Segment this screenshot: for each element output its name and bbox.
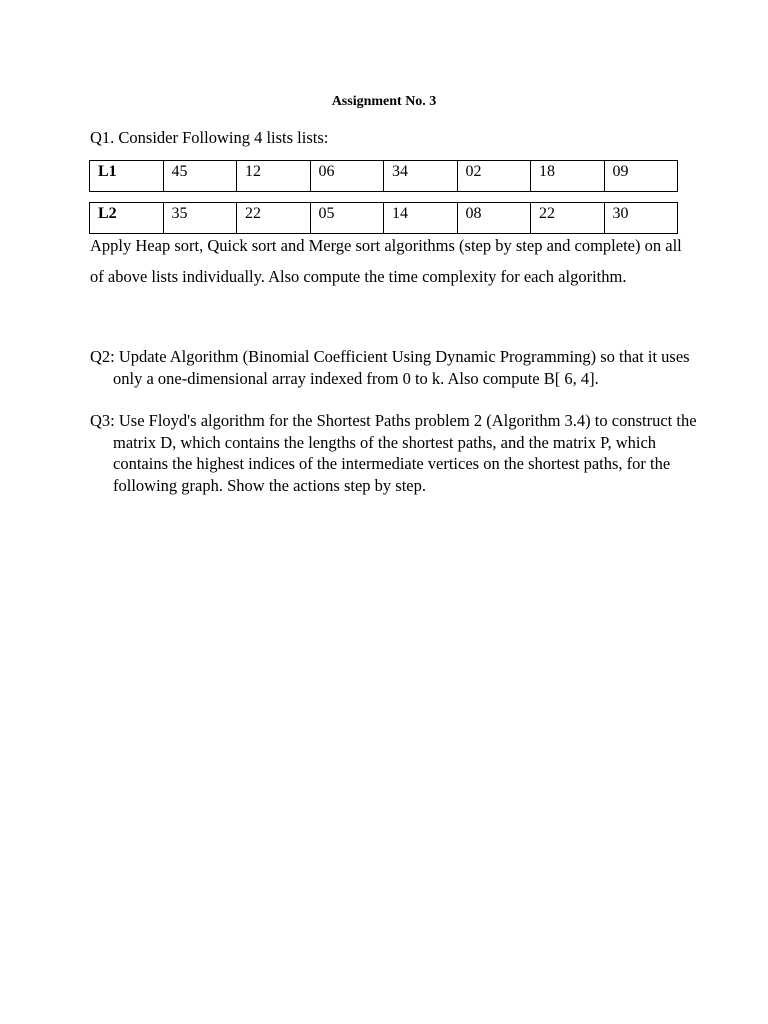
list-label: L1 <box>90 161 164 192</box>
question-3: Q3: Use Floyd's algorithm for the Shortest Paths problem 2 (Algorithm 3.4) to construct the matrix D, which contains the lengths of the shortest paths, and the matrix P, which contains the highest indices of the intermediate vertices on the shortest paths, for the following graph. Show the actions step by step. <box>90 411 697 495</box>
list-label: L2 <box>90 203 164 234</box>
list-cell: 08 <box>457 203 531 234</box>
list-table-l1 <box>89 160 678 192</box>
list-cell: 22 <box>237 203 311 234</box>
table-row <box>90 161 678 192</box>
q1-intro: Q1. Consider Following 4 lists lists: <box>90 128 329 147</box>
list-cell: 14 <box>384 203 458 234</box>
question-2: Q2: Update Algorithm (Binomial Coefficient Using Dynamic Programming) so that it uses only a one-dimensional array indexed from 0 to k. Also compute B[ 6, 4]. <box>90 347 690 388</box>
list-cell: 45 <box>163 161 237 192</box>
list-cell: 18 <box>531 161 605 192</box>
table-row <box>90 203 678 234</box>
list-cell: 12 <box>237 161 311 192</box>
list-cell: 35 <box>163 203 237 234</box>
list-cell: 34 <box>384 161 458 192</box>
assignment-title: Assignment No. 3 <box>331 94 437 109</box>
list-cell: 06 <box>310 161 384 192</box>
q1-instructions: Apply Heap sort, Quick sort and Merge sort algorithms (step by step and complete) on all of above lists individually. Also compute the time complexity for each algorithm. <box>90 236 682 286</box>
list-cell: 02 <box>457 161 531 192</box>
list-cell: 05 <box>310 203 384 234</box>
list-cell: 09 <box>604 161 678 192</box>
list-cell: 22 <box>531 203 605 234</box>
list-cell: 30 <box>604 203 678 234</box>
